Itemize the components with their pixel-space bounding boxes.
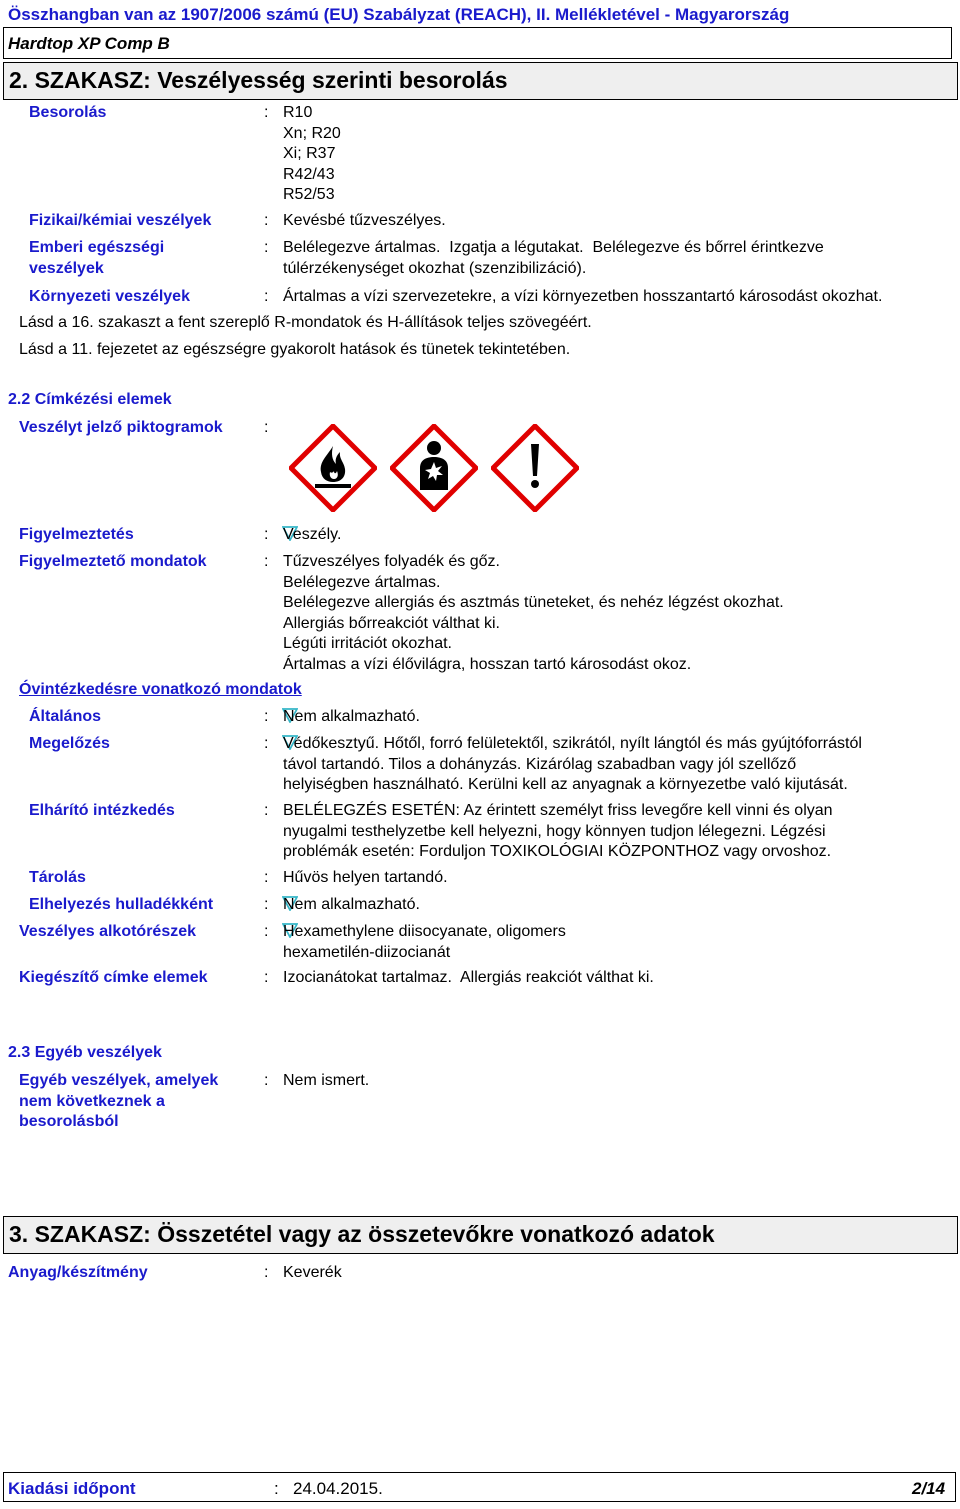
environmental-hazards-label: Környezeti veszélyek [29, 288, 190, 305]
other-hazards-label [19, 1071, 218, 1133]
note-section-16: Lásd a 16. szakaszt a fent szereplő R-mondatok és H-állítások teljes szövegéért. [19, 314, 592, 331]
colon: : [264, 212, 269, 229]
supplementary-label: Kiegészítő címke elemek [19, 969, 208, 986]
hazardous-components-value [283, 922, 566, 963]
prevention-line: Védőkesztyű. Hőtől, forró felületektől, szikrától, nyílt lángtól és más gyújtóforrástól [283, 735, 862, 752]
supplementary-value: Izocianátokat tartalmaz. Allergiás reakciót válthat ki. [283, 969, 654, 986]
other-hazards-label-line: Egyéb veszélyek, amelyek [19, 1072, 219, 1089]
product-name: Hardtop XP Comp B [8, 34, 170, 53]
colon: : [264, 802, 269, 819]
environmental-hazards-value: Ártalmas a vízi szervezetekre, a vízi környezetben hosszantartó károsodást okozhat. [283, 288, 883, 305]
colon: : [264, 708, 269, 725]
regulation-header: Összhangban van az 1907/2006 számú (EU) Szabályzat (REACH), II. Mellékletével - Magyarország [8, 5, 790, 24]
colon: : [264, 104, 269, 121]
page-number: 2/14 [912, 1479, 946, 1498]
colon: : [264, 419, 269, 436]
colon: : [264, 288, 269, 305]
section-2-title: 2. SZAKASZ: Veszélyesség szerinti besorolás [9, 67, 508, 93]
precautionary-heading: Óvintézkedésre vonatkozó mondatok [19, 681, 302, 698]
hazard-statement: Belélegezve allergiás és asztmás tüneteket, és nehéz légzést okozhat. [283, 594, 784, 611]
section-3-title: 3. SZAKASZ: Összetétel vagy az összetevőkre vonatkozó adatok [9, 1221, 715, 1247]
classification-code: Xi; R37 [283, 145, 336, 162]
prevention-label: Megelőzés [29, 735, 110, 752]
flame-pictogram [289, 424, 377, 512]
storage-value: Hűvös helyen tartandó. [283, 869, 448, 886]
labelling-heading: 2.2 Címkézési elemek [8, 391, 172, 408]
colon: : [264, 923, 269, 940]
hazard-statements-label: Figyelmeztető mondatok [19, 553, 207, 570]
classification-code: R52/53 [283, 186, 335, 203]
hazard-statements-values [283, 552, 784, 675]
note-section-11: Lásd a 11. fejezetet az egészségre gyakorolt hatások és tünetek tekintetében. [19, 341, 571, 358]
colon: : [264, 239, 269, 256]
colon: : [264, 526, 269, 543]
general-label: Általános [29, 708, 102, 725]
substance-value: Keverék [283, 1264, 342, 1281]
response-line: BELÉLEGZÉS ESETÉN: Az érintett személyt friss levegőre kell vinni és olyan [283, 802, 833, 819]
pictograms-label: Veszélyt jelző piktogramok [19, 419, 223, 436]
colon: : [264, 1264, 269, 1281]
health-hazards-label-line: Emberi egészségi [29, 239, 165, 256]
footer-box [3, 1472, 956, 1502]
health-hazards-value-line: túlérzékenységet okozhat (szenzibilizáció). [283, 259, 587, 277]
health-hazards-label [29, 238, 164, 279]
hazard-statement: Tűzveszélyes folyadék és gőz. [283, 553, 500, 570]
signal-word-value: Veszély. [283, 526, 342, 543]
disposal-value: Nem alkalmazható. [283, 896, 420, 913]
classification-label: Besorolás [29, 104, 107, 121]
hazard-statement: Ártalmas a vízi élővilágra, hosszan tartó károsodást okoz. [283, 655, 692, 673]
health-hazards-label-line: veszélyek [29, 259, 104, 277]
hazard-statement: Belélegezve ártalmas. [283, 573, 441, 591]
colon: : [264, 869, 269, 886]
hazard-statement: Légúti irritációt okozhat. [283, 635, 452, 652]
signal-word-label: Figyelmeztetés [19, 526, 134, 543]
colon: : [264, 969, 269, 986]
classification-code: R42/43 [283, 165, 335, 183]
response-value [283, 801, 833, 863]
health-hazards-value [283, 238, 824, 279]
prevention-line: távol tartandó. Tilos a dohányzás. Kizárólag szabadban vagy jól szellőző [283, 755, 797, 773]
issue-date-label: Kiadási időpont [8, 1479, 136, 1498]
health-hazard-pictogram [390, 424, 478, 512]
health-hazards-value-line: Belélegezve ártalmas. Izgatja a légutakat. Belélegezve és bőrrel érintkezve [283, 239, 824, 256]
colon: : [264, 735, 269, 752]
hazardous-component: Hexamethylene diisocyanate, oligomers [283, 923, 566, 940]
classification-values [283, 103, 341, 206]
exclamation-pictogram [491, 424, 579, 512]
prevention-value [283, 734, 862, 796]
prevention-line: helyiségben használható. Kerülni kell az anyagnak a környezetbe való kijutását. [283, 776, 848, 793]
physchem-hazards-value: Kevésbé tűzveszélyes. [283, 212, 446, 229]
other-hazards-label-line: nem következnek a [19, 1092, 165, 1110]
response-label: Elhárító intézkedés [29, 802, 175, 819]
colon: : [264, 553, 269, 570]
response-line: nyugalmi testhelyzetbe kell helyezni, hogy könnyen tudjon lélegezni. Légzési [283, 822, 826, 840]
hazard-statement: Allergiás bőrreakciót válthat ki. [283, 614, 500, 632]
response-line: problémák esetén: Forduljon TOXIKOLÓGIAI KÖZPONTHOZ vagy orvoshoz. [283, 843, 832, 860]
storage-label: Tárolás [29, 869, 86, 886]
general-value: Nem alkalmazható. [283, 708, 420, 725]
classification-code: Xn; R20 [283, 124, 341, 142]
disposal-label: Elhelyezés hulladékként [29, 896, 214, 913]
other-hazards-heading: 2.3 Egyéb veszélyek [8, 1044, 162, 1061]
issue-date-value: 24.04.2015. [293, 1479, 383, 1498]
other-hazards-value: Nem ismert. [283, 1072, 370, 1089]
hazardous-component: hexametilén-diizocianát [283, 943, 451, 961]
other-hazards-label-line: besorolásból [19, 1113, 119, 1130]
physchem-hazards-label: Fizikai/kémiai veszélyek [29, 212, 212, 229]
colon: : [274, 1479, 279, 1498]
substance-label: Anyag/készítmény [8, 1264, 148, 1281]
colon: : [264, 1072, 269, 1089]
hazardous-components-label: Veszélyes alkotórészek [19, 923, 197, 940]
colon: : [264, 896, 269, 913]
classification-code: R10 [283, 104, 313, 121]
